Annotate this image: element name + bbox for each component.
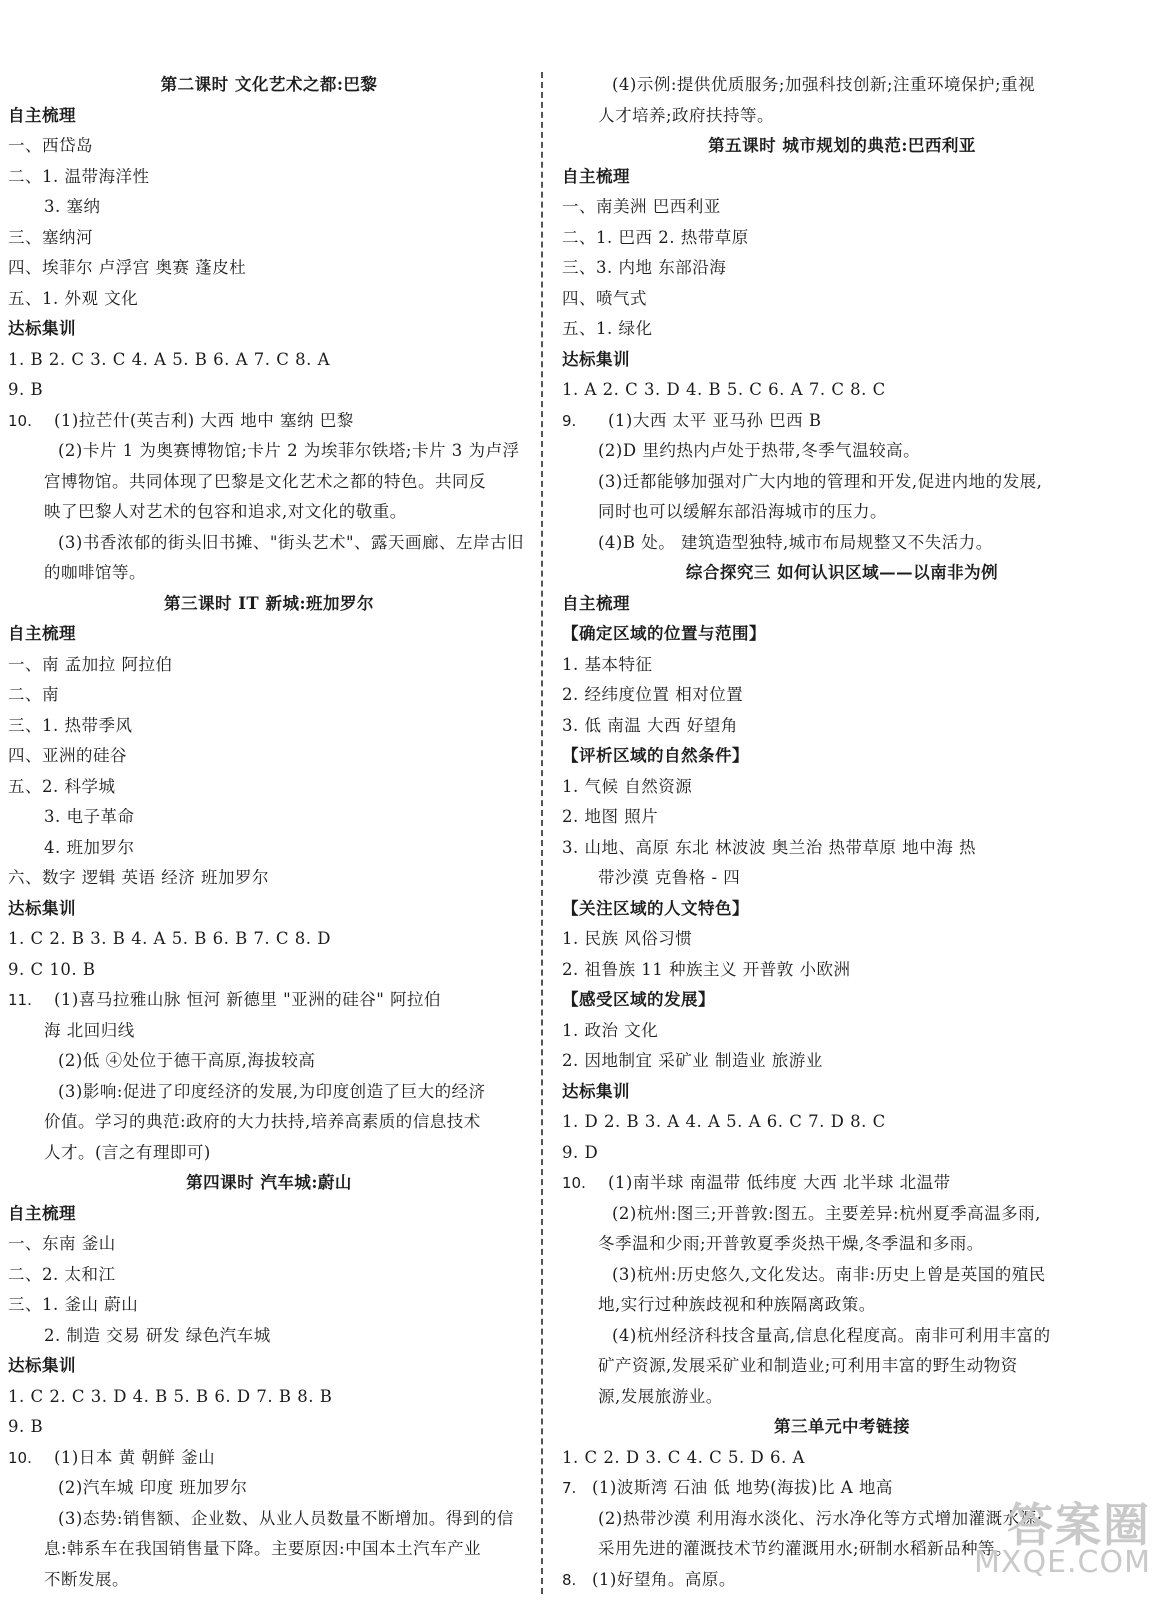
line-text: 2. 制造 交易 研发 绿色汽车城 bbox=[44, 1325, 271, 1345]
line-text: (1)大西 太平 亚马孙 巴西 B bbox=[608, 410, 822, 430]
section-title bbox=[562, 1412, 1122, 1443]
line-text: 【评析区域的自然条件】 bbox=[562, 746, 749, 765]
answer-subpart bbox=[8, 1046, 530, 1077]
line-text: 冬季温和少雨;开普敦夏季炎热干燥,冬季温和多雨。 bbox=[598, 1234, 984, 1253]
answer-continuation bbox=[8, 1534, 530, 1565]
line-text: 第二课时 文化艺术之都:巴黎 bbox=[160, 75, 378, 94]
watermark-logo-text: 答案圈 bbox=[1007, 1498, 1151, 1552]
text-line bbox=[8, 955, 530, 986]
line-text: (4)示例:提供优质服务;加强科技创新;注重环境保护;重视 bbox=[612, 75, 1036, 94]
question-number: 10. bbox=[8, 411, 32, 430]
section-heading bbox=[8, 619, 530, 650]
line-text: 一、东南 釜山 bbox=[8, 1234, 116, 1253]
line-text: 的咖啡馆等。 bbox=[44, 563, 146, 582]
line-text: (2)热带沙漠 利用海水淡化、污水净化等方式增加灌溉水源; bbox=[598, 1508, 1043, 1528]
line-text: 2. 地图 照片 bbox=[562, 807, 659, 826]
line-text: 1. D 2. B 3. A 4. A 5. A 6. C 7. D 8. C bbox=[562, 1112, 886, 1131]
section-heading bbox=[8, 101, 530, 132]
answer-continuation bbox=[562, 1504, 1122, 1535]
line-text: 价值。学习的典范:政府的大力扶持,培养高素质的信息技术 bbox=[44, 1112, 481, 1131]
section-heading bbox=[562, 345, 1122, 376]
answer-continuation bbox=[562, 528, 1122, 559]
line-text: (2)汽车城 印度 班加罗尔 bbox=[58, 1478, 248, 1497]
section-heading bbox=[8, 314, 530, 345]
text-line bbox=[562, 711, 1122, 742]
subsection-heading bbox=[562, 894, 1122, 925]
text-line bbox=[8, 1412, 530, 1443]
line-text: 二、1. 巴西 2. 热带草原 bbox=[562, 227, 749, 247]
answer-continuation bbox=[562, 436, 1122, 467]
question-answer bbox=[562, 1473, 1122, 1504]
line-text: 达标集训 bbox=[562, 349, 630, 369]
line-text: 9. B bbox=[8, 1417, 44, 1436]
line-text: 二、1. 温带海洋性 bbox=[8, 166, 150, 186]
line-text: 一、西岱岛 bbox=[8, 136, 93, 155]
line-text: 自主梳理 bbox=[8, 105, 76, 125]
question-number: 8. bbox=[562, 1570, 577, 1589]
question-answer bbox=[562, 1565, 1122, 1596]
line-text: 一、南 孟加拉 阿拉伯 bbox=[8, 654, 173, 674]
line-text: 二、南 bbox=[8, 685, 59, 704]
line-text: 自主梳理 bbox=[8, 1203, 76, 1223]
answer-subpart bbox=[8, 528, 530, 559]
line-text: (3)迁都能够加强对广大内地的管理和开发,促进内地的发展, bbox=[598, 471, 1043, 491]
answer-continuation bbox=[562, 101, 1122, 132]
text-line bbox=[562, 1016, 1122, 1047]
question-answer bbox=[562, 1168, 1122, 1199]
answer-continuation bbox=[8, 467, 530, 498]
answer-subpart bbox=[562, 1260, 1122, 1291]
column-divider bbox=[541, 72, 543, 1594]
question-number: 10. bbox=[8, 1448, 32, 1467]
text-line bbox=[8, 924, 530, 955]
text-line bbox=[8, 711, 530, 742]
line-text: (4)杭州经济科技含量高,信息化程度高。南非可利用丰富的 bbox=[612, 1325, 1051, 1345]
answer-continuation bbox=[562, 1351, 1122, 1382]
line-text: (1)南半球 南温带 低纬度 大西 北半球 北温带 bbox=[608, 1173, 951, 1192]
line-text: (1)好望角。高原。 bbox=[592, 1569, 736, 1589]
left-column bbox=[8, 70, 530, 1595]
line-text: 第三单元中考链接 bbox=[774, 1417, 910, 1436]
section-heading bbox=[8, 1199, 530, 1230]
line-text: 3. 电子革命 bbox=[44, 807, 135, 826]
text-line bbox=[8, 223, 530, 254]
line-text: (3)杭州:历史悠久,文化发达。南非:历史上曾是英国的殖民 bbox=[612, 1264, 1046, 1284]
answer-subpart bbox=[562, 70, 1122, 101]
answer-subpart bbox=[8, 1077, 530, 1108]
line-text: 第五课时 城市规划的典范:巴西利亚 bbox=[708, 136, 976, 155]
line-text: 第三课时 IT 新城:班加罗尔 bbox=[163, 593, 375, 613]
line-text: 源,发展旅游业。 bbox=[598, 1386, 723, 1406]
line-text: 9. D bbox=[562, 1142, 599, 1162]
line-text: 达标集训 bbox=[8, 319, 76, 338]
line-text: 宫博物馆。共同体现了巴黎是文化艺术之都的特色。共同反 bbox=[44, 471, 486, 491]
answer-continuation bbox=[8, 558, 530, 589]
line-text: 2. 经纬度位置 相对位置 bbox=[562, 685, 744, 704]
answer-subpart bbox=[562, 1321, 1122, 1352]
section-title bbox=[8, 1168, 530, 1199]
text-line bbox=[562, 1443, 1122, 1474]
answer-subpart bbox=[8, 436, 530, 467]
line-text: 矿产资源,发展采矿业和制造业;可利用丰富的野生动物资 bbox=[598, 1356, 1018, 1375]
section-heading bbox=[562, 589, 1122, 620]
text-line bbox=[562, 1046, 1122, 1077]
line-text: 自主梳理 bbox=[562, 593, 630, 613]
line-text: 3. 山地、高原 东北 林波波 奥兰治 热带草原 地中海 热 bbox=[562, 837, 976, 857]
line-text: 四、喷气式 bbox=[562, 288, 647, 308]
text-line bbox=[8, 1229, 530, 1260]
subsection-heading bbox=[562, 619, 1122, 650]
subsection-heading bbox=[562, 741, 1122, 772]
text-line bbox=[562, 284, 1122, 315]
line-text: 三、3. 内地 东部沿海 bbox=[562, 258, 727, 277]
section-heading bbox=[562, 1077, 1122, 1108]
answer-subpart bbox=[562, 1199, 1122, 1230]
line-text: 同时也可以缓解东部沿海城市的压力。 bbox=[598, 502, 887, 521]
answer-continuation bbox=[562, 467, 1122, 498]
line-text: 1. 气候 自然资源 bbox=[562, 776, 693, 796]
line-text: 综合探究三 如何认识区域——以南非为例 bbox=[685, 563, 999, 582]
line-text: 第四课时 汽车城:蔚山 bbox=[186, 1173, 352, 1192]
line-text: 4. 班加罗尔 bbox=[44, 837, 135, 857]
text-line bbox=[8, 741, 530, 772]
line-text: 人才培养;政府扶持等。 bbox=[598, 105, 775, 125]
text-line bbox=[562, 772, 1122, 803]
line-text: 2. 祖鲁族 11 种族主义 开普敦 小欧洲 bbox=[562, 959, 851, 979]
text-line bbox=[562, 223, 1122, 254]
line-text: 3. 塞纳 bbox=[44, 197, 101, 216]
section-heading bbox=[8, 1351, 530, 1382]
text-line bbox=[562, 680, 1122, 711]
line-text: 人才。(言之有理即可) bbox=[44, 1142, 211, 1162]
question-answer bbox=[8, 406, 530, 437]
text-line bbox=[8, 1260, 530, 1291]
answer-continuation bbox=[562, 863, 1122, 894]
text-line bbox=[8, 1382, 530, 1413]
line-text: 达标集训 bbox=[8, 898, 76, 918]
section-title bbox=[8, 70, 530, 101]
line-text: (1)日本 黄 朝鲜 釜山 bbox=[54, 1447, 216, 1467]
section-heading bbox=[8, 894, 530, 925]
answer-continuation bbox=[8, 1016, 530, 1047]
line-text: 9. B bbox=[8, 380, 44, 399]
line-text: 采用先进的灌溉技术节约灌溉用水;研制水稻新品种等。 bbox=[598, 1539, 1013, 1558]
right-column bbox=[562, 70, 1122, 1595]
answer-continuation bbox=[562, 1534, 1122, 1565]
watermark-site: MXQE.COM bbox=[974, 1545, 1151, 1580]
answer-continuation bbox=[8, 192, 530, 223]
line-text: 六、数字 逻辑 英语 经济 班加罗尔 bbox=[8, 868, 269, 887]
line-text: 自主梳理 bbox=[562, 166, 630, 186]
answer-subpart bbox=[8, 1504, 530, 1535]
question-number: 11. bbox=[8, 991, 32, 1009]
line-text: 映了巴黎人对艺术的包容和追求,对文化的敬重。 bbox=[44, 502, 407, 521]
line-text: 【感受区域的发展】 bbox=[562, 990, 715, 1009]
text-line bbox=[562, 833, 1122, 864]
line-text: 达标集训 bbox=[8, 1356, 76, 1375]
line-text: 带沙漠 克鲁格 - 四 bbox=[598, 868, 741, 887]
line-text: (4)B 处。 建筑造型独特,城市布局规整又不失活力。 bbox=[598, 532, 993, 552]
text-line bbox=[562, 314, 1122, 345]
line-text: (2)D 里约热内卢处于热带,冬季气温较高。 bbox=[598, 441, 921, 460]
question-answer bbox=[562, 406, 1122, 437]
answer-continuation bbox=[8, 497, 530, 528]
line-text: (2)低 ④处位于德干高原,海拔较高 bbox=[58, 1051, 316, 1070]
text-line bbox=[8, 650, 530, 681]
line-text: 9. C 10. B bbox=[8, 959, 96, 979]
text-line bbox=[8, 284, 530, 315]
text-line bbox=[562, 924, 1122, 955]
text-line bbox=[562, 192, 1122, 223]
line-text: 1. A 2. C 3. D 4. B 5. C 6. A 7. C 8. C bbox=[562, 380, 886, 399]
text-line bbox=[562, 1107, 1122, 1138]
line-text: 三、1. 釜山 蔚山 bbox=[8, 1295, 139, 1314]
text-line bbox=[8, 253, 530, 284]
answer-continuation bbox=[8, 802, 530, 833]
question-number: 10. bbox=[562, 1174, 586, 1192]
line-text: (3)影响:促进了印度经济的发展,为印度创造了巨大的经济 bbox=[58, 1081, 486, 1101]
line-text: 达标集训 bbox=[562, 1081, 630, 1101]
section-title bbox=[562, 131, 1122, 162]
answer-continuation bbox=[8, 1321, 530, 1352]
line-text: (3)书香浓郁的街头旧书摊、"街头艺术"、露天画廊、左岸古旧 bbox=[58, 532, 525, 552]
line-text: 自主梳理 bbox=[8, 624, 76, 643]
line-text: 五、1. 外观 文化 bbox=[8, 288, 139, 308]
line-text: (1)拉芒什(英吉利) 大西 地中 塞纳 巴黎 bbox=[54, 410, 354, 430]
line-text: 五、2. 科学城 bbox=[8, 776, 116, 796]
line-text: 2. 因地制宜 采矿业 制造业 旅游业 bbox=[562, 1051, 823, 1070]
answer-continuation bbox=[562, 1290, 1122, 1321]
line-text: 1. C 2. C 3. D 4. B 5. B 6. D 7. B 8. B bbox=[8, 1386, 333, 1406]
line-text: 1. C 2. B 3. B 4. A 5. B 6. B 7. C 8. D bbox=[8, 929, 332, 948]
line-text: 【确定区域的位置与范围】 bbox=[562, 624, 766, 643]
answer-continuation bbox=[8, 833, 530, 864]
text-line bbox=[562, 375, 1122, 406]
line-text: 二、2. 太和江 bbox=[8, 1264, 116, 1284]
line-text: 1. 政治 文化 bbox=[562, 1020, 659, 1040]
text-line bbox=[562, 955, 1122, 986]
answer-subpart bbox=[8, 1473, 530, 1504]
line-text: 三、1. 热带季风 bbox=[8, 715, 133, 735]
section-title bbox=[562, 558, 1122, 589]
answer-continuation bbox=[562, 497, 1122, 528]
text-line bbox=[562, 253, 1122, 284]
text-line bbox=[8, 1290, 530, 1321]
line-text: 1. C 2. D 3. C 4. C 5. D 6. A bbox=[562, 1447, 805, 1467]
text-line bbox=[8, 162, 530, 193]
line-text: (2)卡片 1 为奥赛博物馆;卡片 2 为埃菲尔铁塔;卡片 3 为卢浮 bbox=[58, 441, 520, 460]
line-text: (1)喜马拉雅山脉 恒河 新德里 "亚洲的硅谷" 阿拉伯 bbox=[54, 990, 442, 1009]
line-text: 海 北回归线 bbox=[44, 1020, 135, 1040]
answer-continuation bbox=[8, 1107, 530, 1138]
line-text: 3. 低 南温 大西 好望角 bbox=[562, 715, 738, 735]
line-text: 【关注区域的人文特色】 bbox=[562, 898, 749, 918]
section-heading bbox=[562, 162, 1122, 193]
line-text: 1. B 2. C 3. C 4. A 5. B 6. A 7. C 8. A bbox=[8, 349, 330, 369]
line-text: 1. 民族 风俗习惯 bbox=[562, 929, 693, 948]
text-line bbox=[562, 1138, 1122, 1169]
text-line bbox=[562, 802, 1122, 833]
question-number: 7. bbox=[562, 1479, 577, 1497]
answer-continuation bbox=[8, 1138, 530, 1169]
text-line bbox=[562, 650, 1122, 681]
answer-continuation bbox=[8, 1565, 530, 1596]
text-line bbox=[8, 680, 530, 711]
question-number: 9. bbox=[562, 411, 577, 430]
line-text: 一、南美洲 巴西利亚 bbox=[562, 197, 721, 216]
line-text: 三、塞纳河 bbox=[8, 227, 93, 247]
text-line bbox=[8, 345, 530, 376]
answer-continuation bbox=[562, 1382, 1122, 1413]
line-text: (2)杭州:图三;开普敦:图五。主要差异:杭州夏季高温多雨, bbox=[612, 1203, 1041, 1223]
line-text: 地,实行过种族歧视和种族隔离政策。 bbox=[598, 1295, 876, 1314]
answer-continuation bbox=[562, 1229, 1122, 1260]
question-answer bbox=[8, 985, 530, 1016]
line-text: 五、1. 绿化 bbox=[562, 319, 653, 338]
section-title bbox=[8, 589, 530, 620]
line-text: (3)态势:销售额、企业数、从业人员数量不断增加。得到的信 bbox=[58, 1508, 514, 1528]
line-text: 四、埃菲尔 卢浮宫 奥赛 蓬皮杜 bbox=[8, 258, 247, 277]
text-line bbox=[8, 772, 530, 803]
question-answer bbox=[8, 1443, 530, 1474]
line-text: (1)波斯湾 石油 低 地势(海拔)比 A 地高 bbox=[592, 1478, 893, 1497]
text-line bbox=[8, 375, 530, 406]
line-text: 1. 基本特征 bbox=[562, 654, 653, 674]
line-text: 四、亚洲的硅谷 bbox=[8, 746, 127, 765]
line-text: 不断发展。 bbox=[44, 1569, 129, 1589]
text-line bbox=[8, 131, 530, 162]
text-line bbox=[8, 863, 530, 894]
subsection-heading bbox=[562, 985, 1122, 1016]
line-text: 息:韩系车在我国销售量下降。主要原因:中国本土汽车产业 bbox=[44, 1539, 482, 1558]
